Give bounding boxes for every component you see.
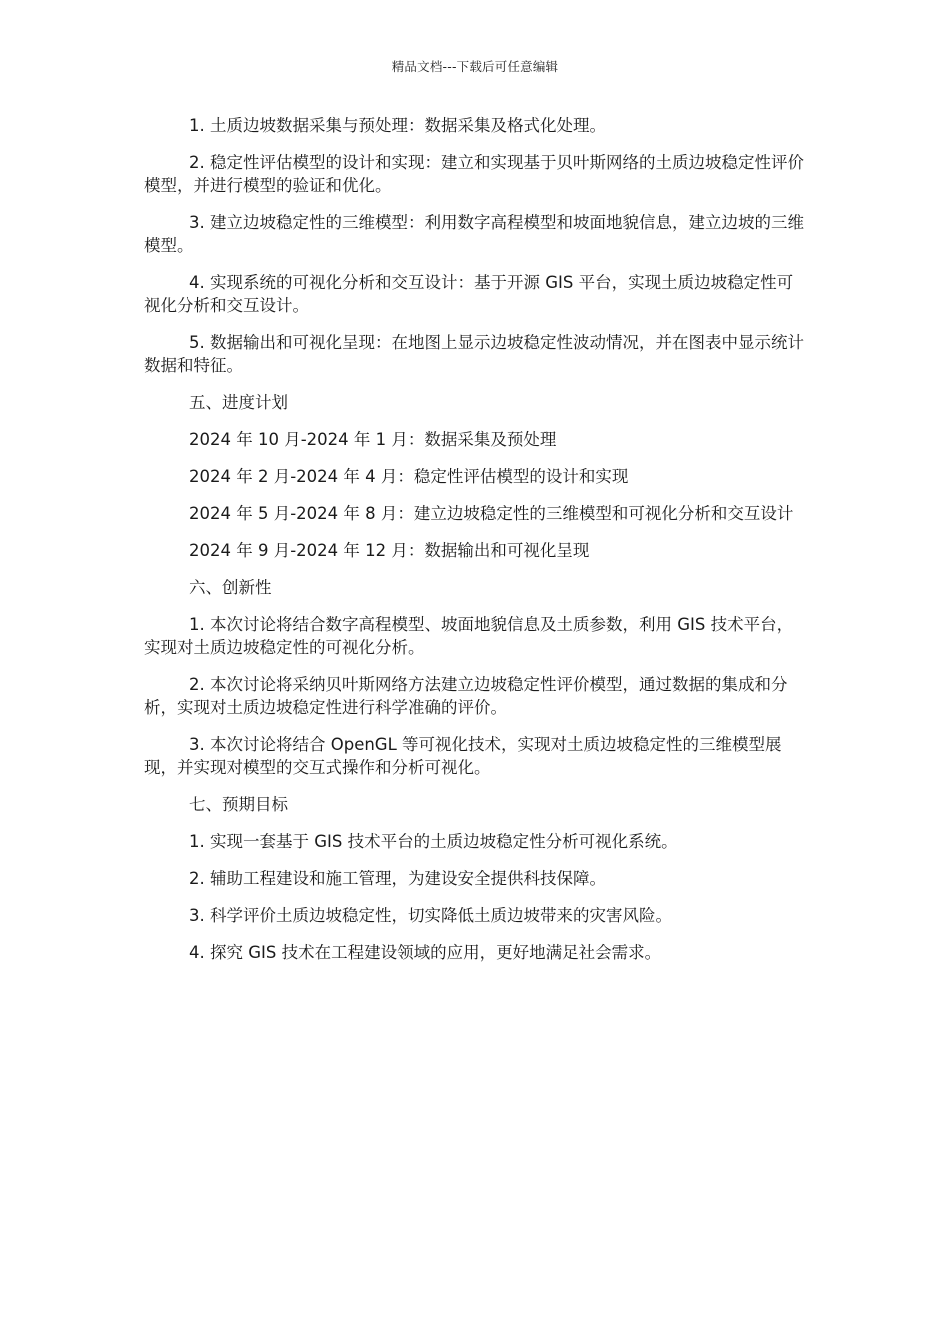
schedule-item-1: 2024 年 10 月-2024 年 1 月：数据采集及预处理 bbox=[189, 430, 557, 449]
goal-item-3: 3. 科学评价土质边坡稳定性，切实降低土质边坡带来的灾害风险。 bbox=[189, 906, 672, 925]
paragraph-task-5: 5. 数据输出和可视化呈现：在地图上显示边坡稳定性波动情况，并在图表中显示统计数据和特征。 bbox=[144, 333, 804, 375]
section-heading-innovation: 六、创新性 bbox=[189, 578, 272, 597]
schedule-item-3: 2024 年 5 月-2024 年 8 月：建立边坡稳定性的三维模型和可视化分析和交互设计 bbox=[189, 504, 794, 523]
schedule-item-2: 2024 年 2 月-2024 年 4 月：稳定性评估模型的设计和实现 bbox=[189, 467, 629, 486]
goal-item-2: 2. 辅助工程建设和施工管理，为建设安全提供科技保障。 bbox=[189, 869, 606, 888]
innovation-item-2: 2. 本次讨论将采纳贝叶斯网络方法建立边坡稳定性评价模型，通过数据的集成和分析，实现对土质边坡稳定性进行科学准确的评价。 bbox=[144, 675, 788, 717]
innovation-item-3: 3. 本次讨论将结合 OpenGL 等可视化技术，实现对土质边坡稳定性的三维模型展现，并实现对模型的交互式操作和分析可视化。 bbox=[144, 735, 782, 777]
document-body bbox=[144, 114, 806, 978]
section-heading-schedule: 五、进度计划 bbox=[189, 393, 288, 412]
paragraph-task-4: 4. 实现系统的可视化分析和交互设计：基于开源 GIS 平台，实现土质边坡稳定性可视化分析和交互设计。 bbox=[144, 273, 794, 315]
schedule-item-4: 2024 年 9 月-2024 年 12 月：数据输出和可视化呈现 bbox=[189, 541, 590, 560]
section-heading-goals: 七、预期目标 bbox=[189, 795, 288, 814]
paragraph-task-3: 3. 建立边坡稳定性的三维模型：利用数字高程模型和坡面地貌信息，建立边坡的三维模型。 bbox=[144, 213, 804, 255]
paragraph-task-2: 2. 稳定性评估模型的设计和实现：建立和实现基于贝叶斯网络的土质边坡稳定性评价模型，并进行模型的验证和优化。 bbox=[144, 153, 804, 195]
paragraph-task-1: 1. 土质边坡数据采集与预处理：数据采集及格式化处理。 bbox=[189, 116, 606, 135]
goal-item-1: 1. 实现一套基于 GIS 技术平台的土质边坡稳定性分析可视化系统。 bbox=[189, 832, 678, 851]
goal-item-4: 4. 探究 GIS 技术在工程建设领域的应用，更好地满足社会需求。 bbox=[189, 943, 662, 962]
page-header: 精品文档---下载后可任意编辑 bbox=[391, 59, 559, 74]
innovation-item-1: 1. 本次讨论将结合数字高程模型、坡面地貌信息及土质参数，利用 GIS 技术平台，实现对土质边坡稳定性的可视化分析。 bbox=[144, 615, 794, 657]
